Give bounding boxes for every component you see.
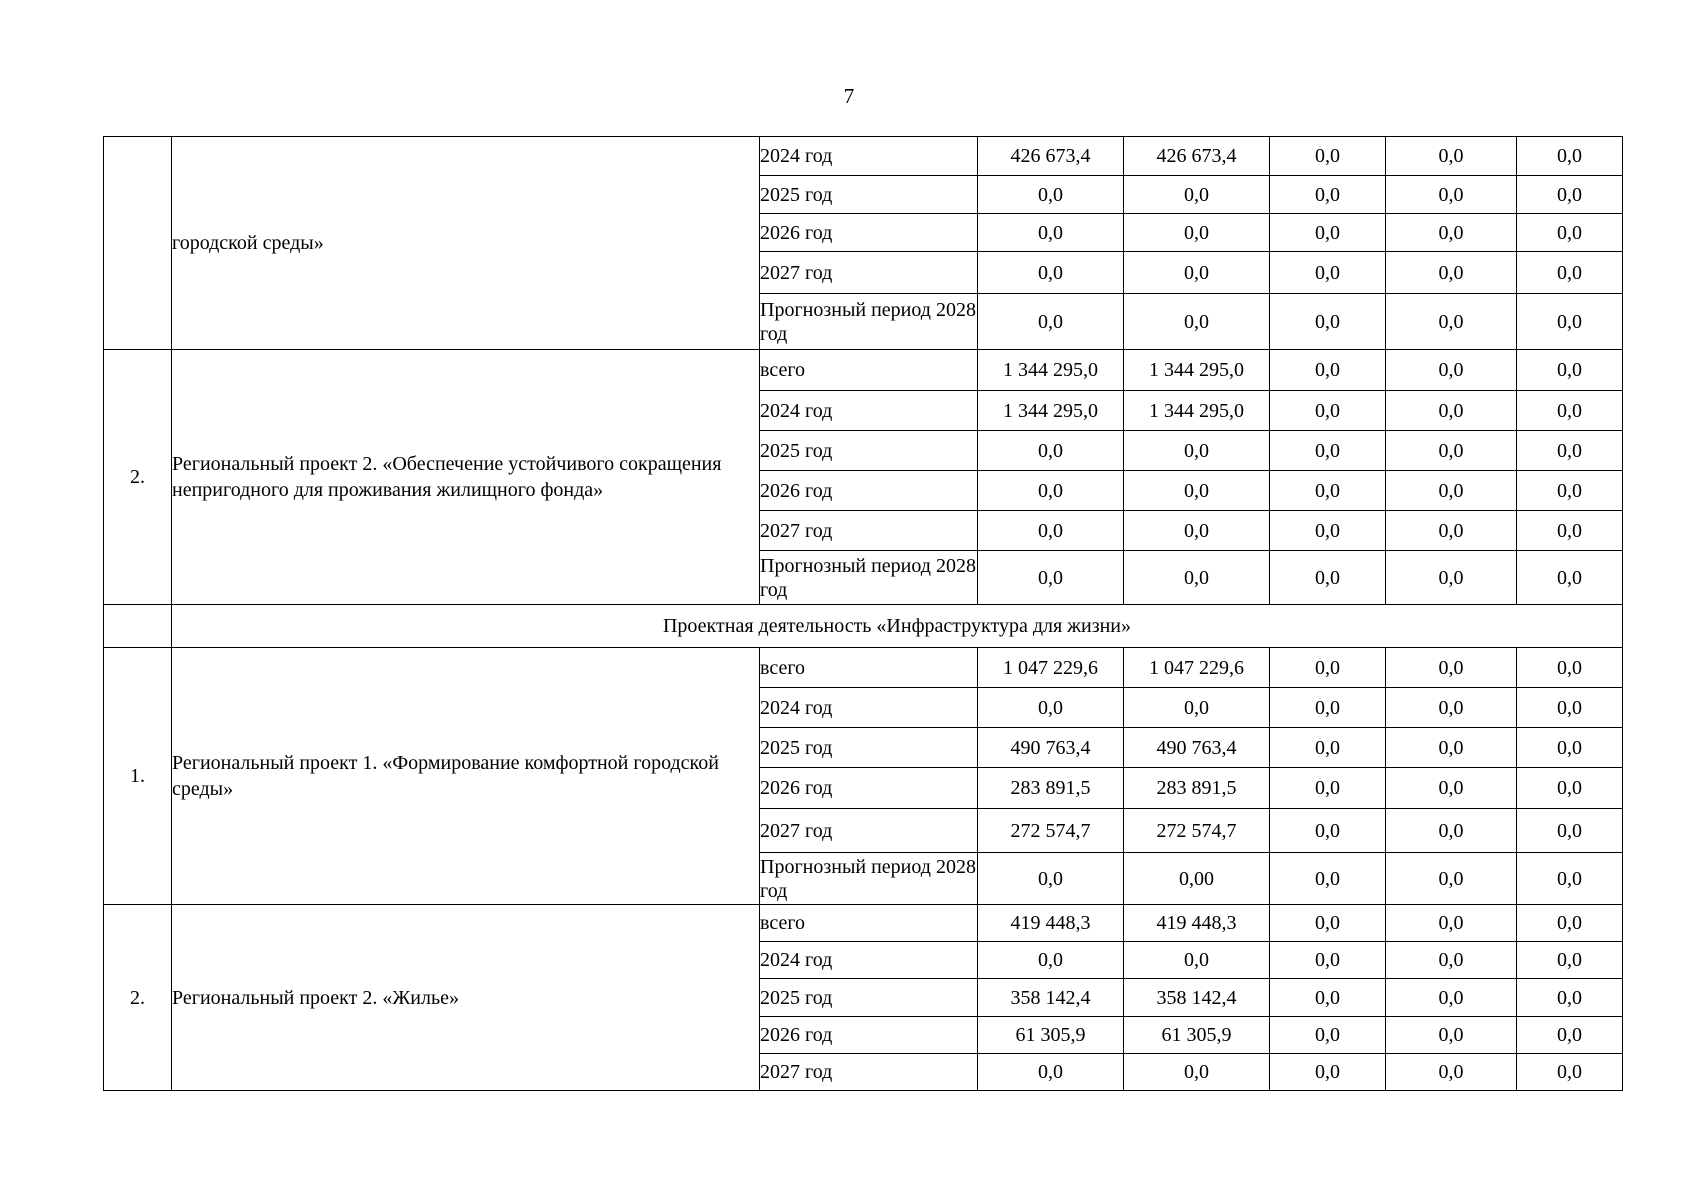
- value-cell: 0,0: [1124, 511, 1270, 551]
- period-cell: 2025 год: [760, 728, 978, 768]
- value-cell: 0,0: [1517, 176, 1623, 214]
- value-cell: 0,0: [1386, 979, 1517, 1017]
- value-cell: 1 047 229,6: [978, 648, 1124, 688]
- value-cell: 0,0: [1386, 471, 1517, 511]
- value-cell: 0,00: [1124, 853, 1270, 905]
- value-cell: 61 305,9: [1124, 1017, 1270, 1054]
- value-cell: 0,0: [1386, 511, 1517, 551]
- value-cell: 0,0: [978, 176, 1124, 214]
- period-cell: 2026 год: [760, 471, 978, 511]
- value-cell: 419 448,3: [978, 905, 1124, 942]
- value-cell: 0,0: [1386, 648, 1517, 688]
- value-cell: 0,0: [1517, 471, 1623, 511]
- value-cell: 0,0: [1386, 431, 1517, 471]
- value-cell: 0,0: [1386, 1017, 1517, 1054]
- value-cell: 283 891,5: [1124, 768, 1270, 809]
- value-cell: 0,0: [1270, 137, 1386, 176]
- table-row: [104, 137, 1623, 176]
- period-cell: всего: [760, 648, 978, 688]
- value-cell: 0,0: [1270, 688, 1386, 728]
- value-cell: 1 047 229,6: [1124, 648, 1270, 688]
- value-cell: 0,0: [1386, 551, 1517, 605]
- value-cell: 0,0: [1517, 728, 1623, 768]
- item-number: 1.: [104, 648, 172, 905]
- value-cell: 61 305,9: [978, 1017, 1124, 1054]
- period-cell: 2024 год: [760, 137, 978, 176]
- value-cell: 0,0: [1517, 137, 1623, 176]
- value-cell: 0,0: [1386, 809, 1517, 853]
- value-cell: 0,0: [1386, 853, 1517, 905]
- value-cell: 0,0: [1270, 350, 1386, 391]
- value-cell: 1 344 295,0: [978, 350, 1124, 391]
- period-cell: 2025 год: [760, 979, 978, 1017]
- period-cell: 2024 год: [760, 688, 978, 728]
- value-cell: 490 763,4: [978, 728, 1124, 768]
- value-cell: 0,0: [1270, 648, 1386, 688]
- value-cell: 0,0: [1270, 176, 1386, 214]
- value-cell: 0,0: [1386, 252, 1517, 294]
- period-cell: 2027 год: [760, 511, 978, 551]
- value-cell: 0,0: [978, 511, 1124, 551]
- value-cell: 272 574,7: [978, 809, 1124, 853]
- value-cell: 0,0: [978, 688, 1124, 728]
- project-name: Региональный проект 1. «Формирование комфортной городской среды»: [172, 648, 760, 905]
- period-cell: 2025 год: [760, 431, 978, 471]
- value-cell: 0,0: [1270, 853, 1386, 905]
- period-cell: Прогнозный период 2028 год: [760, 294, 978, 350]
- value-cell: 0,0: [1270, 511, 1386, 551]
- value-cell: 0,0: [1270, 214, 1386, 252]
- value-cell: 0,0: [978, 942, 1124, 979]
- value-cell: 0,0: [978, 853, 1124, 905]
- value-cell: 0,0: [1386, 905, 1517, 942]
- value-cell: 1 344 295,0: [978, 391, 1124, 431]
- value-cell: 0,0: [1124, 431, 1270, 471]
- period-cell: Прогнозный период 2028 год: [760, 551, 978, 605]
- item-number: 2.: [104, 905, 172, 1091]
- section-title: Проектная деятельность «Инфраструктура для жизни»: [172, 605, 1623, 648]
- period-cell: всего: [760, 905, 978, 942]
- value-cell: 0,0: [1270, 471, 1386, 511]
- value-cell: 1 344 295,0: [1124, 391, 1270, 431]
- funding-table: [103, 136, 1623, 1091]
- value-cell: 0,0: [1517, 979, 1623, 1017]
- value-cell: 0,0: [978, 551, 1124, 605]
- period-cell: 2027 год: [760, 809, 978, 853]
- value-cell: 0,0: [1270, 1054, 1386, 1091]
- page-number: 7: [843, 84, 855, 108]
- value-cell: 0,0: [1124, 688, 1270, 728]
- value-cell: 490 763,4: [1124, 728, 1270, 768]
- value-cell: 0,0: [1386, 350, 1517, 391]
- value-cell: 358 142,4: [978, 979, 1124, 1017]
- value-cell: 0,0: [1386, 294, 1517, 350]
- period-cell: 2027 год: [760, 1054, 978, 1091]
- value-cell: 0,0: [1517, 1017, 1623, 1054]
- value-cell: 0,0: [1270, 1017, 1386, 1054]
- value-cell: 0,0: [1270, 431, 1386, 471]
- period-cell: 2026 год: [760, 768, 978, 809]
- value-cell: 0,0: [1124, 214, 1270, 252]
- value-cell: 0,0: [1517, 1054, 1623, 1091]
- value-cell: 0,0: [1517, 768, 1623, 809]
- section-row: [104, 605, 1623, 648]
- value-cell: 0,0: [978, 294, 1124, 350]
- value-cell: 358 142,4: [1124, 979, 1270, 1017]
- value-cell: 0,0: [1270, 942, 1386, 979]
- value-cell: 0,0: [1124, 551, 1270, 605]
- section-num-cell: [104, 605, 172, 648]
- period-cell: 2027 год: [760, 252, 978, 294]
- period-cell: 2025 год: [760, 176, 978, 214]
- value-cell: 0,0: [1124, 252, 1270, 294]
- item-number: [104, 137, 172, 350]
- period-cell: 2024 год: [760, 391, 978, 431]
- value-cell: 0,0: [1270, 979, 1386, 1017]
- value-cell: 0,0: [1517, 688, 1623, 728]
- value-cell: 426 673,4: [978, 137, 1124, 176]
- value-cell: 0,0: [978, 471, 1124, 511]
- value-cell: 0,0: [1517, 809, 1623, 853]
- value-cell: 0,0: [1124, 471, 1270, 511]
- value-cell: 0,0: [1124, 294, 1270, 350]
- value-cell: 0,0: [1270, 905, 1386, 942]
- value-cell: 0,0: [1386, 942, 1517, 979]
- value-cell: 0,0: [1270, 294, 1386, 350]
- value-cell: 0,0: [1386, 688, 1517, 728]
- value-cell: 0,0: [978, 431, 1124, 471]
- value-cell: 0,0: [978, 1054, 1124, 1091]
- value-cell: 0,0: [1124, 942, 1270, 979]
- value-cell: 426 673,4: [1124, 137, 1270, 176]
- value-cell: 0,0: [1270, 551, 1386, 605]
- project-name: Региональный проект 2. «Обеспечение устойчивого сокращения непригодного для проживания жилищного фонда»: [172, 350, 760, 605]
- value-cell: 0,0: [1386, 137, 1517, 176]
- value-cell: 0,0: [1517, 551, 1623, 605]
- item-number: 2.: [104, 350, 172, 605]
- value-cell: 0,0: [1517, 214, 1623, 252]
- value-cell: 0,0: [1386, 214, 1517, 252]
- value-cell: 0,0: [1517, 648, 1623, 688]
- value-cell: 0,0: [1517, 511, 1623, 551]
- table-row: [104, 905, 1623, 942]
- period-cell: всего: [760, 350, 978, 391]
- value-cell: 0,0: [1517, 853, 1623, 905]
- value-cell: 0,0: [1517, 350, 1623, 391]
- value-cell: 0,0: [1124, 176, 1270, 214]
- value-cell: 272 574,7: [1124, 809, 1270, 853]
- project-name: городской среды»: [172, 137, 760, 350]
- value-cell: 283 891,5: [978, 768, 1124, 809]
- value-cell: 0,0: [1517, 391, 1623, 431]
- value-cell: 0,0: [1124, 1054, 1270, 1091]
- value-cell: 0,0: [1517, 942, 1623, 979]
- value-cell: 0,0: [978, 214, 1124, 252]
- value-cell: 1 344 295,0: [1124, 350, 1270, 391]
- period-cell: 2026 год: [760, 214, 978, 252]
- value-cell: 0,0: [978, 252, 1124, 294]
- value-cell: 0,0: [1386, 176, 1517, 214]
- value-cell: 0,0: [1386, 1054, 1517, 1091]
- value-cell: 0,0: [1270, 768, 1386, 809]
- project-name: Региональный проект 2. «Жилье»: [172, 905, 760, 1091]
- value-cell: 0,0: [1517, 294, 1623, 350]
- period-cell: 2024 год: [760, 942, 978, 979]
- period-cell: 2026 год: [760, 1017, 978, 1054]
- value-cell: 0,0: [1386, 728, 1517, 768]
- value-cell: 0,0: [1270, 391, 1386, 431]
- value-cell: 0,0: [1517, 431, 1623, 471]
- value-cell: 0,0: [1386, 768, 1517, 809]
- value-cell: 0,0: [1517, 905, 1623, 942]
- table-row: [104, 350, 1623, 391]
- value-cell: 0,0: [1386, 391, 1517, 431]
- table-row: [104, 648, 1623, 688]
- value-cell: 0,0: [1517, 252, 1623, 294]
- value-cell: 0,0: [1270, 728, 1386, 768]
- period-cell: Прогнозный период 2028 год: [760, 853, 978, 905]
- value-cell: 0,0: [1270, 252, 1386, 294]
- value-cell: 0,0: [1270, 809, 1386, 853]
- value-cell: 419 448,3: [1124, 905, 1270, 942]
